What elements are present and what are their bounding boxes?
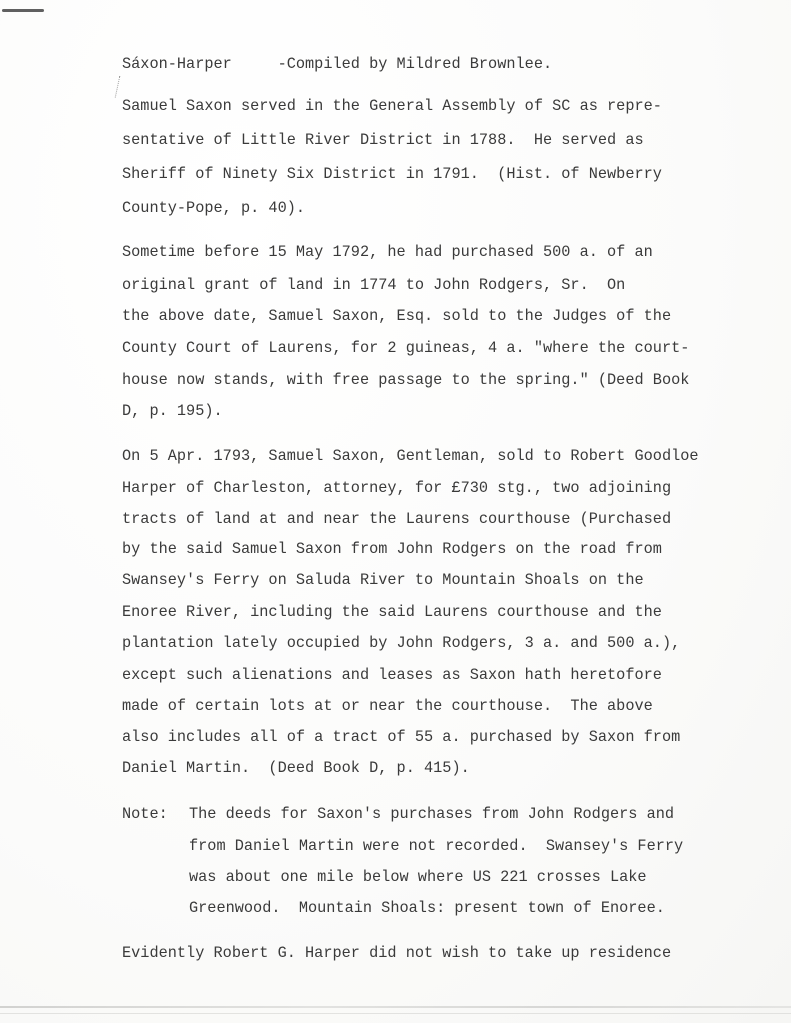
paragraph-line: tracts of land at and near the Laurens courthouse (Purchased: [122, 510, 672, 528]
corner-ink-mark: [2, 9, 44, 12]
paragraph-line: Daniel Martin. (Deed Book D, p. 415).: [122, 759, 470, 777]
paragraph-line: County Court of Laurens, for 2 guineas, 4 a. "where the court-: [122, 339, 690, 357]
note-line: The deeds for Saxon's purchases from John Rodgers and: [189, 805, 675, 823]
closing-line: Evidently Robert G. Harper did not wish to take up residence: [122, 944, 672, 962]
paragraph-line: plantation lately occupied by John Rodgers, 3 a. and 500 a.),: [122, 634, 681, 652]
paragraph-line: County-Pope, p. 40).: [122, 199, 306, 217]
document-title-line: Sáxon-Harper -Compiled by Mildred Brownlee.: [122, 55, 553, 73]
paragraph-line: except such alienations and leases as Saxon hath heretofore: [122, 666, 662, 684]
paragraph-line: Enoree River, including the said Laurens courthouse and the: [122, 603, 662, 621]
paragraph-line: Sheriff of Ninety Six District in 1791. (Hist. of Newberry: [122, 165, 662, 183]
paragraph-line: house now stands, with free passage to the spring." (Deed Book: [122, 371, 690, 389]
note-line: was about one mile below where US 221 crosses Lake: [189, 868, 647, 886]
paragraph-line: the above date, Samuel Saxon, Esq. sold to the Judges of the: [122, 307, 672, 325]
paragraph-line: sentative of Little River District in 1788. He served as: [122, 131, 644, 149]
paragraph-line: On 5 Apr. 1793, Samuel Saxon, Gentleman, sold to Robert Goodloe: [122, 447, 699, 465]
paragraph-line: Sometime before 15 May 1792, he had purchased 500 a. of an: [122, 243, 653, 261]
note-line: Greenwood. Mountain Shoals: present town of Enoree.: [189, 899, 665, 917]
paragraph-line: Harper of Charleston, attorney, for £730 stg., two adjoining: [122, 479, 672, 497]
paragraph-line: by the said Samuel Saxon from John Rodgers on the road from: [122, 540, 662, 558]
stray-pencil-mark: [115, 76, 123, 98]
note-line: from Daniel Martin were not recorded. Swansey's Ferry: [189, 837, 684, 855]
paragraph-line: Samuel Saxon served in the General Assembly of SC as repre-: [122, 97, 662, 115]
paragraph-line: made of certain lots at or near the courthouse. The above: [122, 697, 653, 715]
page-bottom-edge: [0, 1006, 791, 1008]
page-bottom-edge-shadow: [0, 1013, 791, 1014]
paragraph-line: also includes all of a tract of 55 a. purchased by Saxon from: [122, 728, 681, 746]
note-label: Note:: [122, 805, 168, 823]
paragraph-line: original grant of land in 1774 to John Rodgers, Sr. On: [122, 276, 626, 294]
paragraph-line: D, p. 195).: [122, 402, 223, 420]
paragraph-line: Swansey's Ferry on Saluda River to Mountain Shoals on the: [122, 571, 644, 589]
